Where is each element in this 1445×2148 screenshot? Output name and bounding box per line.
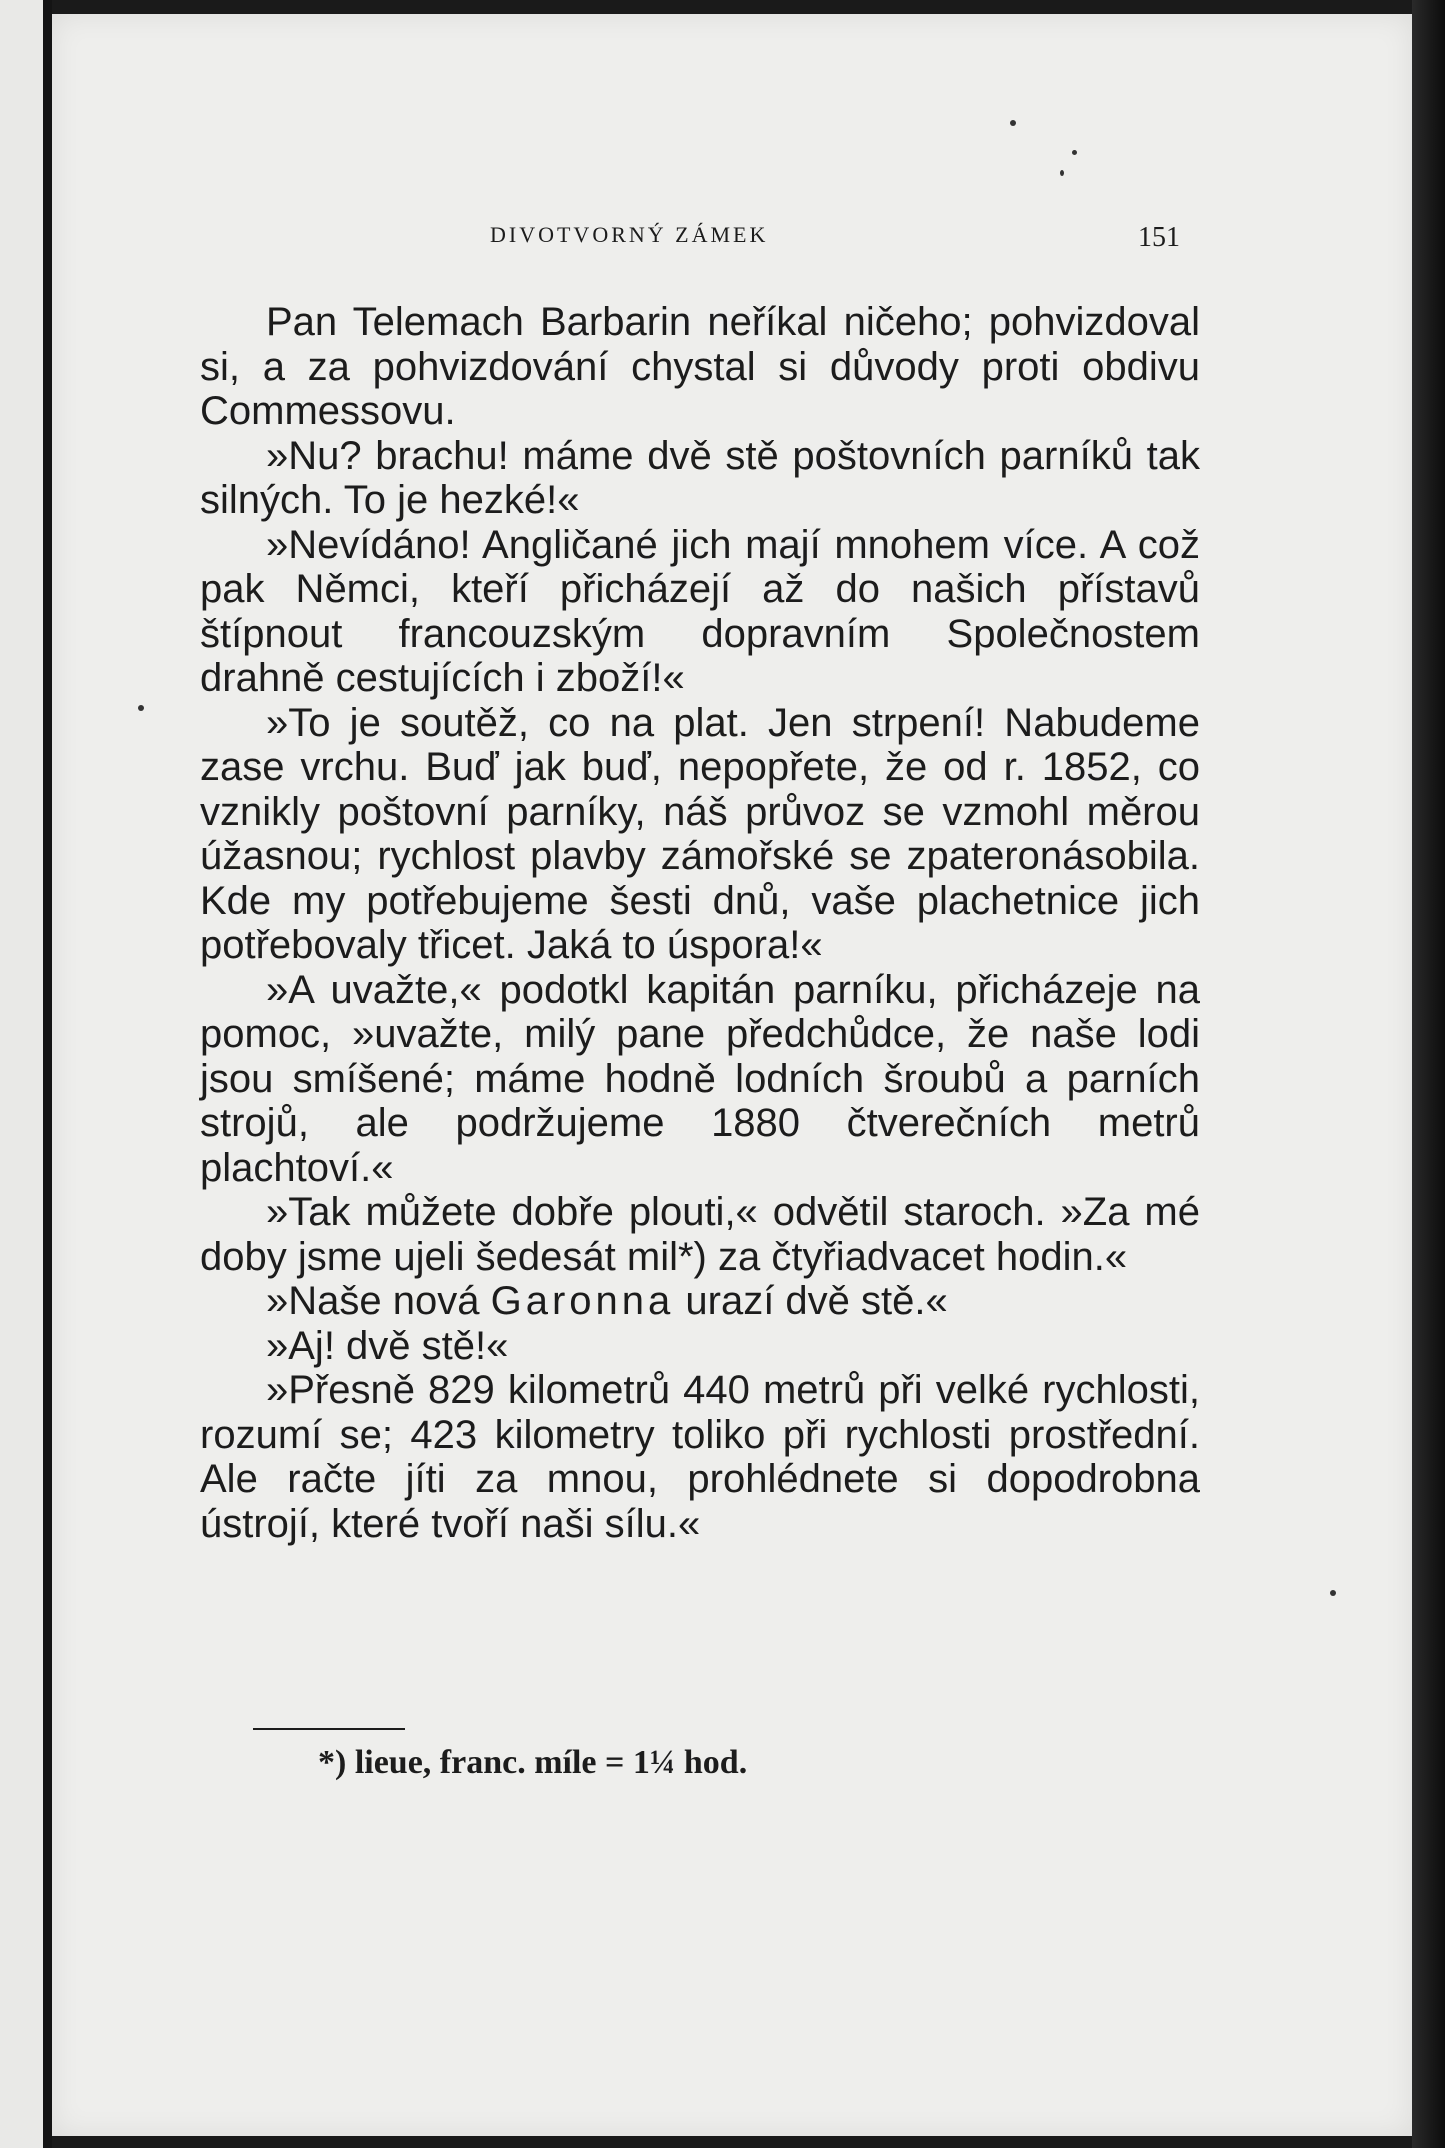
ink-speck: [1060, 170, 1064, 176]
paragraph-fragment: »Naše nová: [266, 1279, 491, 1323]
paragraph: Pan Telemach Barbarin neříkal ničeho; pohvizdoval si, a za pohvizdování chystal si důvody proti obdivu Commessovu.: [200, 300, 1200, 433]
left-page-edge: [0, 0, 52, 2148]
ship-name: Garonna: [490, 1279, 675, 1323]
paragraph: »To je soutěž, co na plat. Jen strpení! Nabudeme zase vrchu. Buď jak buď, nepopřete, že od r. 1852, co vznikly poštovní parníky, náš průvoz se vzmohl měrou úžasnou; rychlost plavby zámořské se zpateronásobila. Kde my potřebujeme šesti dnů, vaše plachetnice jich potřebovaly třicet. Jaká to úspora!«: [200, 700, 1200, 967]
page-number: 151: [1138, 222, 1180, 253]
paragraph: »Tak můžete dobře plouti,« odvětil staroch. »Za mé doby jsme ujeli šedesát mil*) za čtyřiadvacet hodin.«: [200, 1190, 1200, 1279]
ink-speck: [1010, 120, 1016, 126]
running-title: DIVOTVORNÝ ZÁMEK: [490, 222, 769, 247]
paragraph-fragment: urazí dvě stě.«: [674, 1279, 948, 1323]
paragraph: »Nevídáno! Angličané jich mají mnohem více. A což pak Němci, kteří přicházejí až do našich přístavů štípnout francouzským dopravním Společnostem drahně cestujících i zboží!«: [200, 522, 1200, 700]
paragraph: »A uvažte,« podotkl kapitán parníku, přicházeje na pomoc, »uvažte, milý pane předchůdce, že naše lodi jsou smíšené; máme hodně lodních šroubů a parních strojů, ale podržujeme 1880 čtverečních metrů plachtoví.«: [200, 967, 1200, 1190]
ink-speck: [138, 705, 144, 711]
footnote: *) lieue, franc. míle = 1¼ hod.: [318, 1744, 748, 1781]
ink-speck: [1330, 1590, 1336, 1596]
ink-speck: [1072, 150, 1077, 155]
paragraph: »Nu? brachu! máme dvě stě poštovních parníků tak silných. To je hezké!«: [200, 433, 1200, 522]
footnote-rule: [253, 1728, 405, 1730]
right-page-edge: [1412, 0, 1445, 2148]
paragraph: [200, 1279, 1200, 1324]
paragraph: »Přesně 829 kilometrů 440 metrů při velké rychlosti, rozumí se; 423 kilometry toliko při rychlosti prostřední. Ale račte jíti za mnou, prohlédnete si dopodrobna ústrojí, které tvoří naši sílu.«: [200, 1368, 1200, 1546]
body-text: [200, 300, 1200, 1546]
paragraph: »Aj! dvě stě!«: [266, 1323, 509, 1368]
